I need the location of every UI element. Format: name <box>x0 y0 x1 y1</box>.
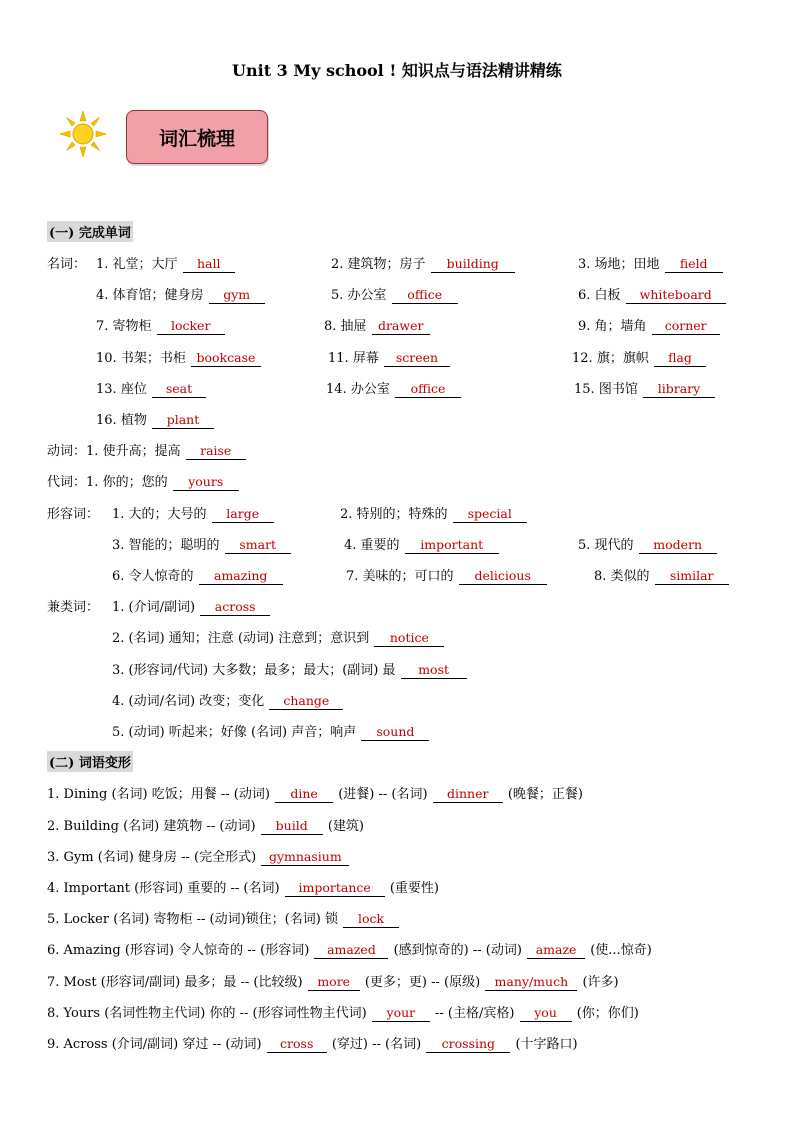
answer-blank: dinner <box>433 786 503 803</box>
transform-row <box>0 877 794 897</box>
noun-row <box>0 284 794 304</box>
list-item: 6. 白板 whiteboard <box>578 284 727 304</box>
list-item: 16. 植物 plant <box>96 409 215 429</box>
list-item: 3. (形容词/代词) 大多数；最多；最大；(副词) 最 most <box>112 659 468 679</box>
answer-blank: across <box>200 599 270 616</box>
answer-blank: gymnasium <box>261 849 349 866</box>
answer-blank: many/much <box>485 974 577 991</box>
list-item: 1. Dining (名词) 吃饭；用餐 -- (动词) dine (进餐) -- (名词) dinner (晚餐；正餐) <box>47 786 584 802</box>
list-item: 8. Yours (名词性物主代词) 你的 -- (形容词性物主代词) your -- (主格/宾格) you (你；你们) <box>47 1005 639 1021</box>
list-item: 7. Most (形容词/副词) 最多；最 -- (比较级) more (更多；更) -- (原级) many/much (许多) <box>47 974 619 990</box>
answer-blank: similar <box>655 568 729 585</box>
adjective-row <box>0 565 794 585</box>
list-item: 2. Building (名词) 建筑物 -- (动词) build (建筑) <box>47 818 364 834</box>
answer-blank: cross <box>267 1036 327 1053</box>
answer-blank: dine <box>275 786 333 803</box>
transform-row <box>0 1002 794 1022</box>
noun-row <box>0 378 794 398</box>
answer-blank: flag <box>654 350 706 367</box>
answer-blank: corner <box>652 318 720 335</box>
multi-row <box>0 690 794 710</box>
vocab-banner: 词汇梳理 <box>126 110 268 164</box>
list-item: 2. 特别的；特殊的 special <box>340 503 528 523</box>
answer-blank: screen <box>384 350 450 367</box>
answer-blank: hall <box>183 256 235 273</box>
adjective-row <box>0 534 794 554</box>
answer-blank: amaze <box>527 942 585 959</box>
transform-row <box>0 971 794 991</box>
list-item: 5. 办公室 office <box>331 284 459 304</box>
list-item: 3. Gym (名词) 健身房 -- (完全形式) gymnasium <box>47 846 350 866</box>
answer-blank: your <box>372 1005 430 1022</box>
answer-blank: whiteboard <box>626 287 726 304</box>
list-item: 4. Important (形容词) 重要的 -- (名词) importance (重要性) <box>47 880 439 896</box>
list-item: 7. 寄物柜 locker <box>96 315 226 335</box>
list-item: 12. 旗；旗帜 flag <box>572 347 707 367</box>
answer-blank: plant <box>152 412 214 429</box>
list-item: 13. 座位 seat <box>96 378 207 398</box>
list-item: 6. Amazing (形容词) 令人惊奇的 -- (形容词) amazed (感到惊奇的) -- (动词) amaze (使...惊奇) <box>47 942 652 958</box>
transform-row <box>0 939 794 959</box>
noun-row <box>0 347 794 367</box>
list-item: 1. 礼堂；大厅 hall <box>96 253 236 273</box>
list-item: 14. 办公室 office <box>326 378 462 398</box>
answer-blank: amazed <box>314 942 388 959</box>
transform-row <box>0 1033 794 1053</box>
section-heading-complete-words: (一) 完成单词 <box>47 221 133 242</box>
answer-blank: notice <box>374 630 444 647</box>
transform-row <box>0 815 794 835</box>
answer-blank: more <box>308 974 360 991</box>
answer-blank: locker <box>157 318 225 335</box>
transform-row <box>0 846 794 866</box>
list-item: 代词：1. 你的；您的 yours <box>47 471 240 491</box>
answer-blank: raise <box>186 443 246 460</box>
answer-blank: office <box>392 287 458 304</box>
list-item: 动词：1. 使升高；提高 raise <box>47 440 247 460</box>
sun-icon <box>60 111 106 157</box>
list-item: 11. 屏幕 screen <box>328 347 451 367</box>
answer-blank: field <box>665 256 723 273</box>
answer-blank: lock <box>343 911 399 928</box>
transform-row <box>0 783 794 803</box>
noun-label: 名词： <box>47 257 87 272</box>
list-item: 10. 书架；书柜 bookcase <box>96 347 262 367</box>
answer-blank: gym <box>209 287 265 304</box>
answer-blank: amazing <box>199 568 283 585</box>
list-item: 3. 场地；田地 field <box>578 253 724 273</box>
answer-blank: important <box>405 537 499 554</box>
list-item: 2. (名词) 通知；注意 (动词) 注意到；意识到 notice <box>112 627 445 647</box>
noun-row <box>0 409 794 429</box>
answer-blank: seat <box>152 381 206 398</box>
list-item: 9. Across (介词/副词) 穿过 -- (动词) cross (穿过) -- (名词) crossing (十字路口) <box>47 1036 578 1052</box>
list-item: 4. 体育馆；健身房 gym <box>96 284 266 304</box>
answer-blank: building <box>431 256 515 273</box>
section-heading-word-forms: (二) 词语变形 <box>47 751 133 772</box>
multi-label: 兼类词： <box>47 600 100 615</box>
list-item: 8. 抽屉 drawer <box>324 315 431 335</box>
list-item: 5. (动词) 听起来；好像 (名词) 声音；响声 sound <box>112 721 430 741</box>
noun-row <box>0 253 794 273</box>
pronoun-row <box>0 471 794 491</box>
answer-blank: build <box>261 818 323 835</box>
adjective-row <box>0 503 794 523</box>
list-item: 15. 图书馆 library <box>574 378 716 398</box>
answer-blank: delicious <box>459 568 547 585</box>
answer-blank: library <box>643 381 715 398</box>
answer-blank: you <box>520 1005 572 1022</box>
list-item: 8. 类似的 similar <box>594 565 730 585</box>
answer-blank: crossing <box>426 1036 510 1053</box>
answer-blank: change <box>269 693 343 710</box>
list-item: 1. 大的；大号的 large <box>112 503 275 523</box>
multi-row <box>0 721 794 741</box>
answer-blank: smart <box>225 537 291 554</box>
answer-blank: modern <box>639 537 717 554</box>
list-item: 4. (动词/名词) 改变；变化 change <box>112 690 344 710</box>
adjective-label: 形容词： <box>47 507 100 522</box>
answer-blank: office <box>395 381 461 398</box>
list-item: 1. (介词/副词) across <box>112 596 271 616</box>
answer-blank: bookcase <box>191 350 261 367</box>
list-item: 7. 美味的；可口的 delicious <box>346 565 548 585</box>
list-item: 4. 重要的 important <box>344 534 500 554</box>
multi-row <box>0 627 794 647</box>
noun-row <box>0 315 794 335</box>
answer-blank: special <box>453 506 527 523</box>
page-title: Unit 3 My school ! 知识点与语法精讲精练 <box>232 61 562 80</box>
answer-blank: large <box>212 506 274 523</box>
multi-row <box>0 596 794 616</box>
answer-blank: drawer <box>372 318 430 335</box>
list-item: 3. 智能的；聪明的 smart <box>112 534 292 554</box>
list-item: 9. 角；墙角 corner <box>578 315 721 335</box>
verb-row <box>0 440 794 460</box>
answer-blank: yours <box>173 474 239 491</box>
list-item: 5. 现代的 modern <box>578 534 718 554</box>
answer-blank: most <box>401 662 467 679</box>
multi-row <box>0 659 794 679</box>
list-item: 5. Locker (名词) 寄物柜 -- (动词)锁住；(名词) 锁 lock <box>47 908 400 928</box>
answer-blank: sound <box>361 724 429 741</box>
list-item: 6. 令人惊奇的 amazing <box>112 565 284 585</box>
transform-row <box>0 908 794 928</box>
list-item: 2. 建筑物；房子 building <box>331 253 516 273</box>
answer-blank: importance <box>285 880 385 897</box>
